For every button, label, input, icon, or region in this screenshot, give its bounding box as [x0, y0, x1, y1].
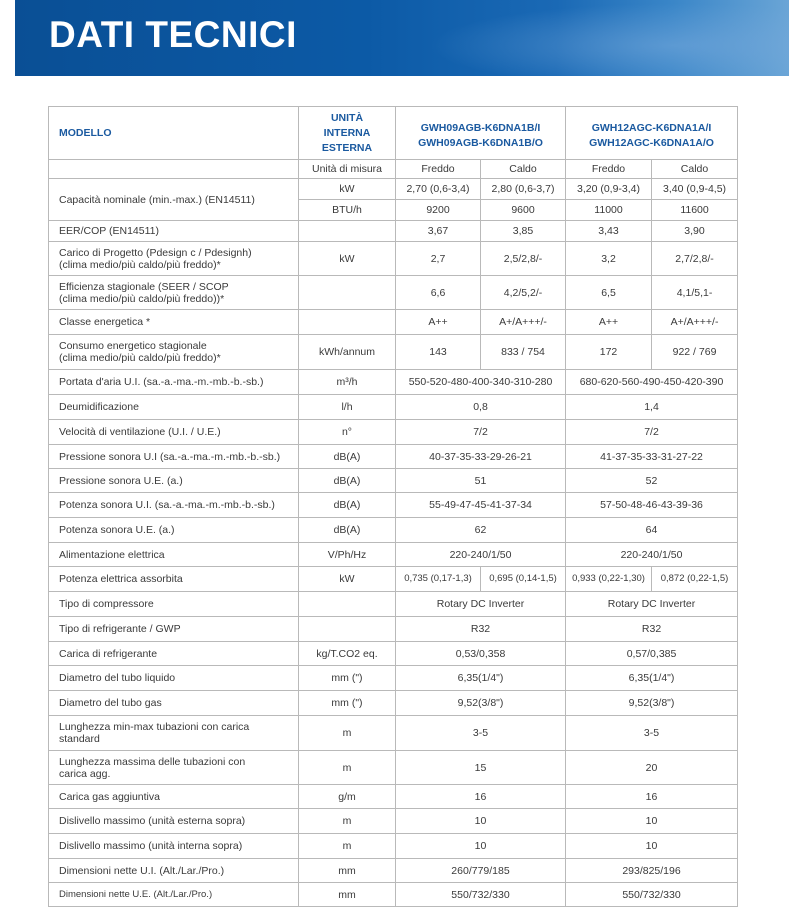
value-cell: 550/732/330 [396, 883, 566, 907]
value-cell: 3-5 [566, 716, 738, 751]
empty-cell [49, 160, 299, 179]
unit-cell: mm [299, 859, 396, 883]
unit-cell: V/Ph/Hz [299, 543, 396, 567]
unit-cell [299, 310, 396, 335]
value-cell: 2,70 (0,6-3,4) [396, 179, 481, 200]
value-cell: 6,35(1/4") [396, 666, 566, 691]
unit-cell: mm (") [299, 691, 396, 716]
table-row [49, 221, 738, 242]
value-cell: 220-240/1/50 [566, 543, 738, 567]
table-row [49, 543, 738, 567]
value-cell: 4,1/5,1- [652, 276, 738, 310]
row-label: Tipo di compressore [49, 592, 299, 617]
unit-cell [299, 617, 396, 642]
header-banner [15, 0, 789, 76]
unit-cell: dB(A) [299, 518, 396, 543]
value-cell: 6,5 [566, 276, 652, 310]
row-label: Pressione sonora U.E. (a.) [49, 469, 299, 493]
value-cell: 1,4 [566, 395, 738, 420]
value-cell: 260/779/185 [396, 859, 566, 883]
label-line: Lunghezza min-max tubazioni con carica [59, 721, 250, 733]
row-label: Carica gas aggiuntiva [49, 785, 299, 809]
value-cell: 11600 [652, 200, 738, 221]
value-cell: 220-240/1/50 [396, 543, 566, 567]
unit-cell: n° [299, 420, 396, 445]
value-cell: 15 [396, 751, 566, 785]
unit-cell: m [299, 809, 396, 834]
value-cell: Rotary DC Inverter [396, 592, 566, 617]
unit-cell: kW [299, 242, 396, 276]
b-warm-header: Caldo [652, 160, 738, 179]
label-line: (clima medio/più caldo/più freddo))* [59, 292, 225, 305]
table-row [49, 567, 738, 592]
value-cell: 2,5/2,8/- [481, 242, 566, 276]
row-label: Potenza sonora U.I. (sa.-a.-ma.-m.-mb.-b.-sb.) [49, 493, 299, 518]
value-cell: 10 [396, 834, 566, 859]
table-row [49, 691, 738, 716]
value-cell: 40-37-35-33-29-26-21 [396, 445, 566, 469]
value-cell: 62 [396, 518, 566, 543]
unit-cell: mm (") [299, 666, 396, 691]
row-label [49, 276, 299, 310]
capacity-label: Capacità nominale (min.-max.) (EN14511) [49, 179, 299, 221]
unit-cell: g/m [299, 785, 396, 809]
value-cell: 3,43 [566, 221, 652, 242]
label-line: (clima medio/più caldo/più freddo)* [59, 352, 221, 364]
value-cell: 0,735 (0,17-1,3) [396, 567, 481, 592]
value-cell: 3,90 [652, 221, 738, 242]
table-row [49, 617, 738, 642]
value-cell: 55-49-47-45-41-37-34 [396, 493, 566, 518]
value-cell: 0,53/0,358 [396, 642, 566, 666]
unit-label-3: ESTERNA [321, 141, 373, 154]
value-cell: 52 [566, 469, 738, 493]
unit-cell: dB(A) [299, 493, 396, 518]
value-cell: A+/A+++/- [481, 310, 566, 335]
unit-cell: kg/T.CO2 eq. [299, 642, 396, 666]
value-cell: 57-50-48-46-43-39-36 [566, 493, 738, 518]
unit-type-header [299, 107, 396, 160]
unit-cell: mm [299, 883, 396, 907]
value-cell: 833 / 754 [481, 335, 566, 370]
table-row [49, 859, 738, 883]
label-line: Lunghezza massima delle tubazioni con [59, 755, 246, 768]
label-line: Consumo energetico stagionale [59, 340, 207, 352]
value-cell: 6,35(1/4") [566, 666, 738, 691]
table-row [49, 310, 738, 335]
model-a-header [396, 107, 566, 160]
value-cell: 0,8 [396, 395, 566, 420]
unit-cell: kW [299, 567, 396, 592]
value-cell: 16 [396, 785, 566, 809]
row-label: Diametro del tubo liquido [49, 666, 299, 691]
value-cell: 0,695 (0,14-1,5) [481, 567, 566, 592]
table-row [49, 785, 738, 809]
label-line: carica agg. [59, 767, 111, 780]
value-cell: 0,57/0,385 [566, 642, 738, 666]
value-cell: 9200 [396, 200, 481, 221]
value-cell: 3-5 [396, 716, 566, 751]
unit-cell: BTU/h [299, 200, 396, 221]
value-cell: 3,67 [396, 221, 481, 242]
unit-cell: m³/h [299, 370, 396, 395]
unit-cell: m [299, 834, 396, 859]
unit-label-2: INTERNA [323, 126, 371, 139]
value-cell: 6,6 [396, 276, 481, 310]
value-cell: 293/825/196 [566, 859, 738, 883]
value-cell: 7/2 [396, 420, 566, 445]
unit-cell [299, 276, 396, 310]
b-cold-header: Freddo [566, 160, 652, 179]
table-header-row [49, 107, 738, 160]
row-label: Tipo di refrigerante / GWP [49, 617, 299, 642]
table-row [49, 493, 738, 518]
row-label [49, 751, 299, 785]
table-row [49, 242, 738, 276]
table-row [49, 809, 738, 834]
label-line: Carico di Progetto (Pdesign c / Pdesignh) [59, 246, 252, 259]
value-cell: 3,85 [481, 221, 566, 242]
row-label: Dislivello massimo (unità esterna sopra) [49, 809, 299, 834]
row-label: Deumidificazione [49, 395, 299, 420]
row-label: Dimensioni nette U.I. (Alt./Lar./Pro.) [49, 859, 299, 883]
value-cell: 20 [566, 751, 738, 785]
label-line: standard [59, 733, 100, 745]
table-row [49, 276, 738, 310]
model-header: MODELLO [49, 107, 299, 160]
value-cell: 550-520-480-400-340-310-280 [396, 370, 566, 395]
value-cell: 64 [566, 518, 738, 543]
row-label [49, 716, 299, 751]
table-row [49, 716, 738, 751]
row-label: Portata d'aria U.I. (sa.-a.-ma.-m.-mb.-b.-sb.) [49, 370, 299, 395]
value-cell: 9,52(3/8") [396, 691, 566, 716]
page-title: DATI TECNICI [49, 14, 297, 55]
row-label: Potenza elettrica assorbita [49, 567, 299, 592]
unit-cell: m [299, 751, 396, 785]
value-cell: 550/732/330 [566, 883, 738, 907]
row-label [49, 242, 299, 276]
table-row [49, 883, 738, 907]
unit-cell: m [299, 716, 396, 751]
value-cell: 41-37-35-33-31-27-22 [566, 445, 738, 469]
value-cell: 0,872 (0,22-1,5) [652, 567, 738, 592]
table-row [49, 518, 738, 543]
row-label: Potenza sonora U.E. (a.) [49, 518, 299, 543]
table-row [49, 445, 738, 469]
unit-cell [299, 592, 396, 617]
value-cell: Rotary DC Inverter [566, 592, 738, 617]
value-cell: A++ [566, 310, 652, 335]
table-row [49, 642, 738, 666]
value-cell: 680-620-560-490-450-420-390 [566, 370, 738, 395]
value-cell: R32 [396, 617, 566, 642]
value-cell: 10 [396, 809, 566, 834]
table-row [49, 666, 738, 691]
row-label: Classe energetica * [49, 310, 299, 335]
table-row [49, 395, 738, 420]
value-cell: 3,20 (0,9-3,4) [566, 179, 652, 200]
value-cell: 0,933 (0,22-1,30) [566, 567, 652, 592]
row-label: Alimentazione elettrica [49, 543, 299, 567]
value-cell: 4,2/5,2/- [481, 276, 566, 310]
value-cell: 172 [566, 335, 652, 370]
table-row [49, 335, 738, 370]
row-label [49, 335, 299, 370]
value-cell: 11000 [566, 200, 652, 221]
value-cell: A+/A+++/- [652, 310, 738, 335]
model-b-indoor: GWH12AGC-K6DNA1A/I [591, 122, 712, 134]
value-cell: 2,7/2,8/- [652, 242, 738, 276]
value-cell: 3,40 (0,9-4,5) [652, 179, 738, 200]
value-cell: 2,80 (0,6-3,7) [481, 179, 566, 200]
value-cell: 10 [566, 834, 738, 859]
unit-cell: dB(A) [299, 445, 396, 469]
value-cell: R32 [566, 617, 738, 642]
value-cell: 16 [566, 785, 738, 809]
table-row [49, 370, 738, 395]
label-line: (clima medio/più caldo/più freddo)* [59, 258, 221, 271]
row-label: Dislivello massimo (unità interna sopra) [49, 834, 299, 859]
table-row [49, 179, 738, 200]
row-label: Velocità di ventilazione (U.I. / U.E.) [49, 420, 299, 445]
a-cold-header: Freddo [396, 160, 481, 179]
spec-table [48, 106, 738, 907]
row-label: EER/COP (EN14511) [49, 221, 299, 242]
value-cell: 9600 [481, 200, 566, 221]
value-cell: 10 [566, 809, 738, 834]
unit-cell: kWh/annum [299, 335, 396, 370]
unit-label-1: UNITÀ [330, 111, 364, 124]
unit-cell: l/h [299, 395, 396, 420]
row-label: Carica di refrigerante [49, 642, 299, 666]
banner-background-image [409, 0, 789, 76]
value-cell: A++ [396, 310, 481, 335]
unit-cell: kW [299, 179, 396, 200]
value-cell: 3,2 [566, 242, 652, 276]
unit-of-measure-header: Unità di misura [299, 160, 396, 179]
unit-cell [299, 221, 396, 242]
unit-cell: dB(A) [299, 469, 396, 493]
value-cell: 51 [396, 469, 566, 493]
row-label: Diametro del tubo gas [49, 691, 299, 716]
table-row [49, 751, 738, 785]
a-warm-header: Caldo [481, 160, 566, 179]
value-cell: 7/2 [566, 420, 738, 445]
model-b-header [566, 107, 738, 160]
subheader-row [49, 160, 738, 179]
value-cell: 922 / 769 [652, 335, 738, 370]
model-a-indoor: GWH09AGB-K6DNA1B/I [420, 122, 541, 134]
model-b-outdoor: GWH12AGC-K6DNA1A/O [589, 137, 714, 149]
value-cell: 9,52(3/8") [566, 691, 738, 716]
value-cell: 2,7 [396, 242, 481, 276]
row-label: Pressione sonora U.I (sa.-a.-ma.-m.-mb.-b.-sb.) [49, 445, 299, 469]
table-row [49, 592, 738, 617]
table-row [49, 420, 738, 445]
table-row [49, 834, 738, 859]
table-row [49, 469, 738, 493]
model-a-outdoor: GWH09AGB-K6DNA1B/O [418, 137, 543, 149]
row-label: Dimensioni nette U.E. (Alt./Lar./Pro.) [49, 883, 299, 907]
label-line: Efficienza stagionale (SEER / SCOP [59, 280, 229, 293]
value-cell: 143 [396, 335, 481, 370]
